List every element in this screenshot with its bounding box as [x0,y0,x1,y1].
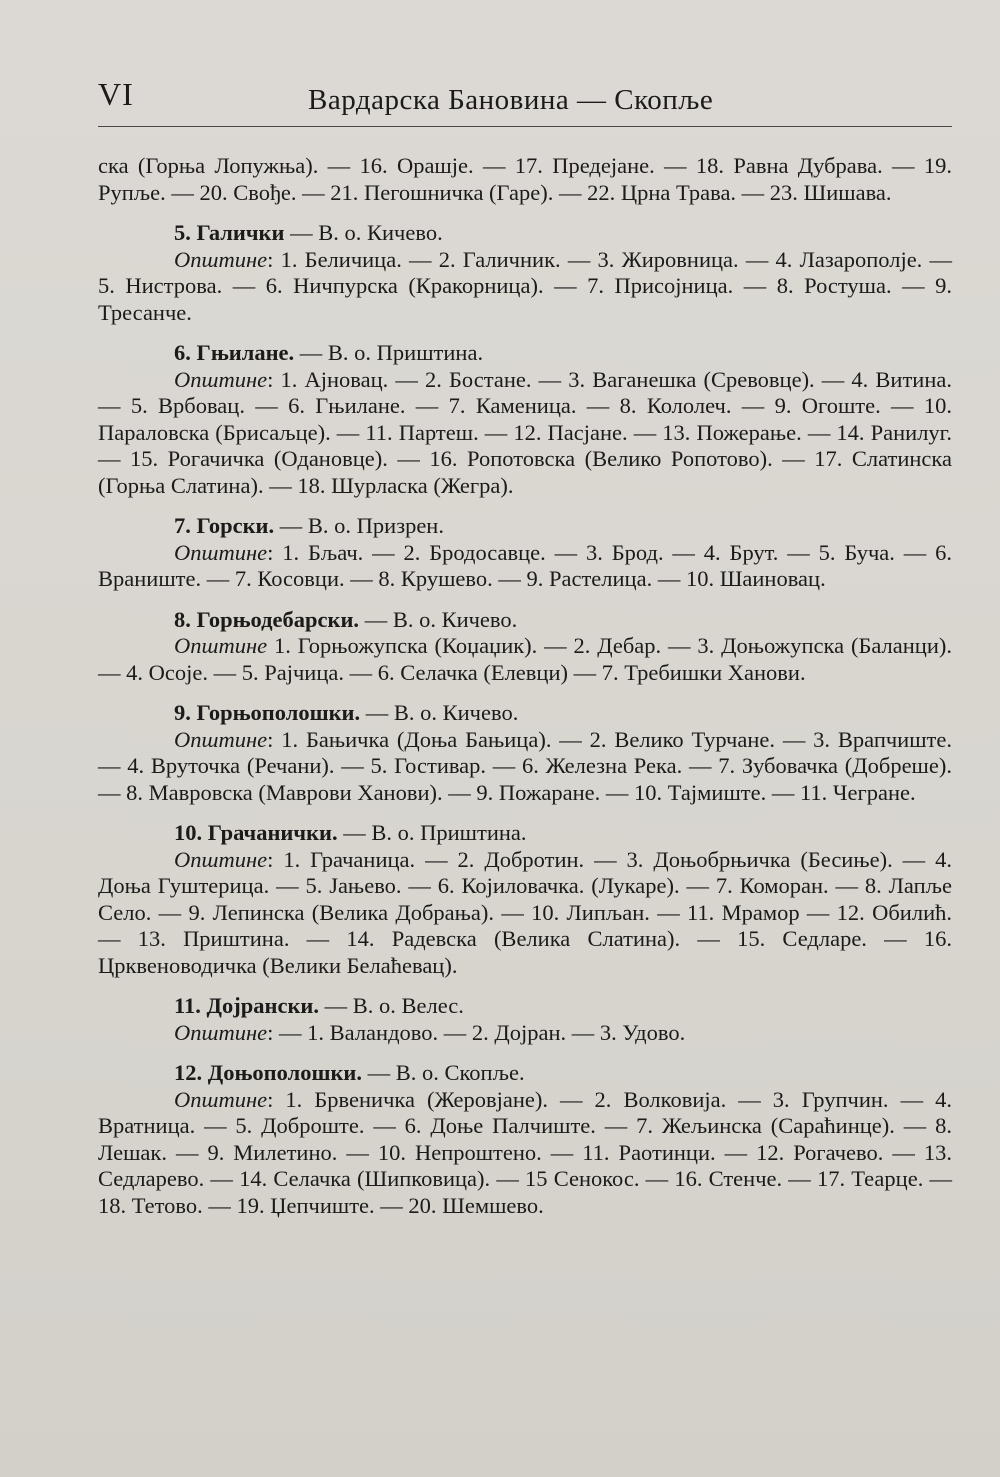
entry-heading [98,513,952,540]
district-seat: — В. о. Кичево. [359,606,518,632]
page-number: VI [98,76,134,112]
district-seat: — В. о. Кичево. [360,700,519,725]
municipalities-list: : 1. Беличица. — 2. Галичник. — 3. Жировница. — 4. Лазарополје. — 5. Нистрова. — 6. Ничпурска (Кракорница). — 7. Присојница. — 8. Ростуша. — 9. Тресанче. [98,246,952,325]
page-header [98,70,952,127]
district-entry-8 [98,607,952,687]
district-name: 9. Горњополошки. [174,700,361,725]
district-seat: — В. о. Скопље. [362,1060,525,1085]
municipalities-list: 1. Горњожупска (Коџаџик). — 2. Дебар. — 3. Доњожупска (Баланци). — 4. Осоје. — 5. Рајчица. — 6. Селачка (Елевци) — 7. Требишки Ханови. [98,633,952,685]
municipalities-list: : 1. Ајновац. — 2. Бостане. — 3. Ваганешка (Сревовце). — 4. Витина. — 5. Врбовац. — 6. Гњилане. — 7. Каменица. — 8. Кололеч. — 9. Огоште. — 10. Параловска (Брисаљце). — 11. Партеш. — 12. Пасјане. — 13. Пожерање. — 14. Ранилуг. — 15. Рогачичка (Одановце). — 16. Ропотовска (Велико Ропотово). — 17. Слатинска (Горња Слатина). — 18. Шурласка (Жегра). [98,366,952,498]
entry-heading [98,1060,952,1087]
district-name: 7. Горски. [174,513,275,538]
municipalities-list: : 1. Бањичка (Доња Бањица). — 2. Велико Турчане. — 3. Врапчиште. — 4. Вруточка (Речани). — 5. Гостивар. — 6. Железна Река. — 7. Зубовачка (Добреше). — 8. Мавровска (Маврови Ханови). — 9. Пожаране. — 10. Тајмиште. — 11. Чегране. [98,726,952,805]
district-name: 8. Горњодебарски. [174,606,360,632]
district-seat: — В. о. Призрен. [274,513,444,538]
district-seat: — В. о. Приштина. [294,340,484,365]
entry-body [98,633,952,686]
entry-heading [98,993,952,1020]
district-name: 6. Гњилане. [174,340,295,365]
district-entry-12 [98,1060,952,1219]
entry-body [98,1020,952,1047]
entry-heading [98,607,952,634]
municipalities-list: : 1. Брвеничка (Жеровјане). — 2. Волковија. — 3. Групчин. — 4. Вратница. — 5. Доброште. — 6. Доње Палчиште. — 7. Жељинска (Сараћинце). — 8. Лешак. — 9. Милетино. — 10. Непроштено. — 11. Раотинци. — 12. Рогачево. — 13. Седларево. — 14. Селачка (Шипковица). — 15 Сенокос. — 16. Стенче. — 17. Теарце. — 18. Тетово. — 19. Џепчиште. — 20. Шемшево. [98,1086,952,1218]
entry-body [98,540,952,593]
continuation-paragraph: ска (Горња Лопужња). — 16. Орашје. — 17. Предејане. — 18. Равна Дубрава. — 19. Рупље. — 20. Свође. — 21. Пегошничка (Гаре). — 22. Црна Трава. — 23. Шишава. [98,153,952,205]
municipalities-label: Општине [174,1019,268,1045]
district-entry-10 [98,820,952,979]
entry-body [98,847,952,980]
entry-heading [98,220,952,247]
entry-heading [98,340,952,367]
entry-body [98,727,952,807]
entry-heading [98,820,952,847]
district-name: 11. Дојрански. [174,993,319,1018]
municipalities-label: Општине [174,366,268,392]
district-name: 5. Галички [174,220,285,245]
municipalities-label: Општине [174,633,268,658]
entry-body [98,247,952,327]
entry-body [98,1087,952,1220]
municipalities-list: : 1. Бљач. — 2. Бродосавце. — 3. Брод. — 4. Брут. — 5. Буча. — 6. Враниште. — 7. Косовци. — 8. Крушево. — 9. Растелица. — 10. Шаиновац. [98,539,952,591]
district-seat: — В. о. Приштина. [337,820,527,845]
district-entry-9 [98,700,952,806]
entry-heading [98,700,952,727]
municipalities-label: Општине [174,539,268,565]
district-name: 10. Грачанички. [174,820,338,845]
district-entry-7 [98,513,952,593]
municipalities-label: Општине [174,846,268,872]
district-name: 12. Доњополошки. [174,1060,362,1085]
entry-body [98,367,952,500]
municipalities-list: : 1. Грачаница. — 2. Добротин. — 3. Доњобрњичка (Бесиње). — 4. Доња Гуштерица. — 5. Јањево. — 6. Којиловачка. (Лукаре). — 7. Коморан. — 8. Лапље Село. — 9. Лепинска (Велика Добрања). — 10. Липљан. — 11. Мрамор — 12. Обилић. — 13. Приштина. — 14. Радевска (Велика Слатина). — 15. Седларе. — 16. Црквеноводичка (Велики Белаћевац). [98,846,952,978]
district-entry-6 [98,340,952,499]
district-entry-5 [98,220,952,326]
district-seat: — В. о. Велес. [319,993,464,1018]
municipalities-label: Општине [174,246,268,272]
municipalities-label: Општине [174,1086,268,1112]
district-entry-11 [98,993,952,1046]
district-seat: — В. о. Кичево. [284,220,443,245]
running-title: Вардарска Бановина — Скопље [308,84,714,116]
municipalities-label: Општине [174,726,268,752]
municipalities-list: : — 1. Валандово. — 2. Дојран. — 3. Удово. [267,1019,686,1045]
